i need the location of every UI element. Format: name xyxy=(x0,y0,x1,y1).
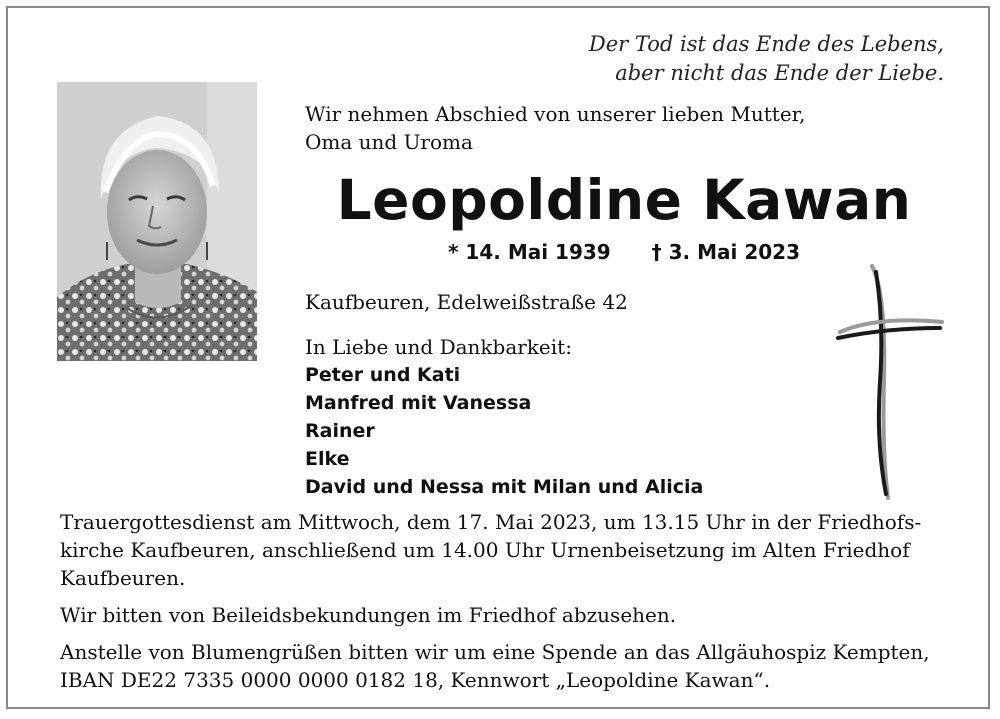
service-details xyxy=(60,508,950,703)
deceased-name: Leopoldine Kawan xyxy=(336,168,912,232)
death-date: † 3. Mai 2023 xyxy=(651,240,800,264)
intro-line-2: Oma und Uroma xyxy=(305,130,473,154)
mourners-block xyxy=(305,333,703,501)
address: Kaufbeuren, Edelweißstraße 42 xyxy=(305,290,628,314)
life-dates xyxy=(448,240,834,264)
mourners-heading: In Liebe und Dankbarkeit: xyxy=(305,335,572,359)
mourners-list xyxy=(305,361,703,501)
motto-line-2: aber nicht das Ende der Liebe. xyxy=(615,61,944,85)
mourner-name: David und Nessa mit Milan und Alicia xyxy=(305,476,704,498)
intro-text xyxy=(305,100,805,156)
intro-line-1: Wir nehmen Abschied von unserer lieben Mutter, xyxy=(305,102,806,126)
mourner-name: Manfred mit Vanessa xyxy=(305,392,532,414)
donation-request: Anstelle von Blumengrüßen bitten wir um eine Spende an das Allgäuhospiz Kempten, IBAN DE22 7335 0000 0000 0182 18, Kennwort „Leopoldine Kawan“. xyxy=(60,640,930,692)
mourner-name: Peter und Kati xyxy=(305,364,461,386)
mourner-name: Elke xyxy=(305,448,350,470)
cross-icon xyxy=(836,262,946,500)
service-info: Trauergottesdienst am Mittwoch, dem 17. Mai 2023, um 13.15 Uhr in der Friedhofs-kirche Kaufbeuren, anschließend um 14.00 Uhr Urnenbeisetzung im Alten Friedhof Kaufbeuren. xyxy=(60,510,922,590)
motto-quote xyxy=(589,30,944,88)
condolence-request: Wir bitten von Beileidsbekundungen im Friedhof abzusehen. xyxy=(60,603,677,627)
birth-date: * 14. Mai 1939 xyxy=(448,240,611,264)
mourner-name: Rainer xyxy=(305,420,375,442)
motto-line-1: Der Tod ist das Ende des Lebens, xyxy=(588,32,944,56)
